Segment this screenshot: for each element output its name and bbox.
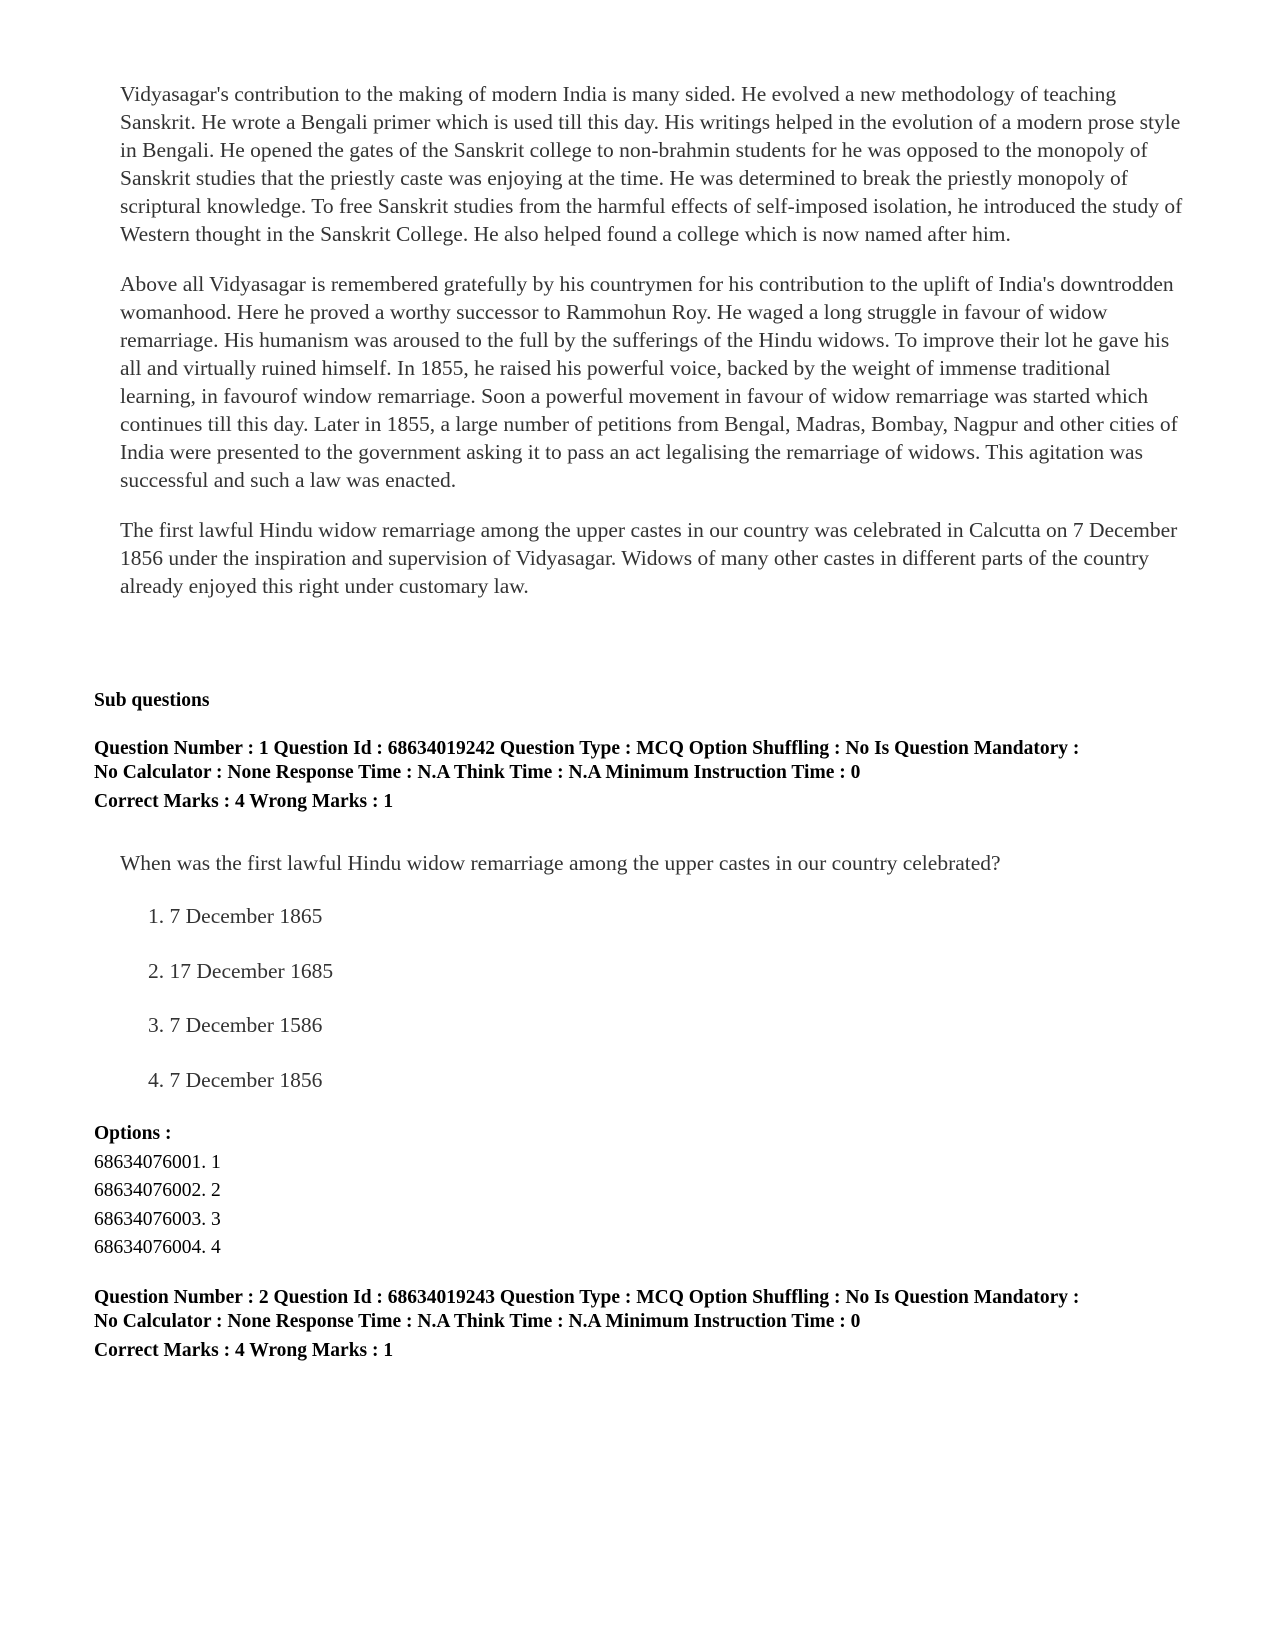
question-1-text: When was the first lawful Hindu widow remarriage among the upper castes in our country celebrated?	[120, 851, 1001, 875]
passage-paragraph-3: The first lawful Hindu widow remarriage among the upper castes in our country was celebrated in Calcutta on 7 December 1856 under the inspiration and supervision of Vidyasagar. Widows of many other castes in different parts of the country already enjoyed this right under customary law.	[120, 518, 1178, 598]
option-4: 68634076004. 4	[94, 1237, 221, 1258]
question-1-meta-line-1: Question Number : 1 Question Id : 68634019242 Question Type : MCQ Option Shuffling : No Is Question Mandatory :	[94, 738, 1080, 759]
choice-4: 4. 7 December 1856	[148, 1067, 323, 1092]
question-1-options	[94, 1120, 221, 1263]
passage-paragraph-2: Above all Vidyasagar is remembered gratefully by his countrymen for his contribution to the uplift of India's downtrodden womanhood. Here he proved a worthy successor to Rammohun Roy. He waged a long struggle in favour of widow remarriage. His humanism was aroused to the full by the sufferings of the Hindu widows. To improve their lot he gave his all and virtually ruined himself. In 1855, he raised his powerful voice, backed by the weight of immense traditional learning, in favourof window remarriage. Soon a powerful movement in favour of widow remarriage was started which continues till this day. Later in 1855, a large number of petitions from Bengal, Madras, Bombay, Nagpur and other cities of India were presented to the government asking it to pass an act legalising the remarriage of widows. This agitation was successful and such a law was enacted.	[120, 272, 1178, 492]
option-1: 68634076001. 1	[94, 1151, 221, 1173]
options-title: Options :	[94, 1123, 172, 1144]
question-1-meta-line-2: No Calculator : None Response Time : N.A Think Time : N.A Minimum Instruction Time : 0	[94, 762, 861, 783]
passage	[120, 80, 1190, 622]
question-2-meta	[94, 1286, 1214, 1363]
choice-1: 1. 7 December 1865	[148, 904, 323, 928]
option-2: 68634076002. 2	[94, 1180, 221, 1201]
option-3: 68634076003. 3	[94, 1208, 221, 1230]
question-2-meta-line-2: No Calculator : None Response Time : N.A Think Time : N.A Minimum Instruction Time : 0	[94, 1311, 861, 1332]
question-1-marks: Correct Marks : 4 Wrong Marks : 1	[94, 791, 394, 812]
question-2-marks: Correct Marks : 4 Wrong Marks : 1	[94, 1340, 394, 1361]
question-1-meta	[94, 737, 1214, 814]
question-2-meta-line-1: Question Number : 2 Question Id : 68634019243 Question Type : MCQ Option Shuffling : No Is Question Mandatory :	[94, 1287, 1080, 1308]
passage-paragraph-1: Vidyasagar's contribution to the making of modern India is many sided. He evolved a new methodology of teaching Sanskrit. He wrote a Bengali primer which is used till this day. His writings helped in the evolution of a modern prose style in Bengali. He opened the gates of the Sanskrit college to non-brahmin students for he was opposed to the monopoly of Sanskrit studies that the priestly caste was enjoying at the time. He was determined to break the priestly monopoly of scriptural knowledge. To free Sanskrit studies from the harmful effects of self-imposed isolation, he introduced the study of Western thought in the Sanskrit College. He also helped found a college which is now named after him.	[120, 82, 1183, 246]
choice-2: 2. 17 December 1685	[148, 958, 334, 983]
question-1-choices	[148, 904, 333, 1122]
sub-questions-heading: Sub questions	[94, 690, 210, 711]
choice-3: 3. 7 December 1586	[148, 1013, 323, 1037]
